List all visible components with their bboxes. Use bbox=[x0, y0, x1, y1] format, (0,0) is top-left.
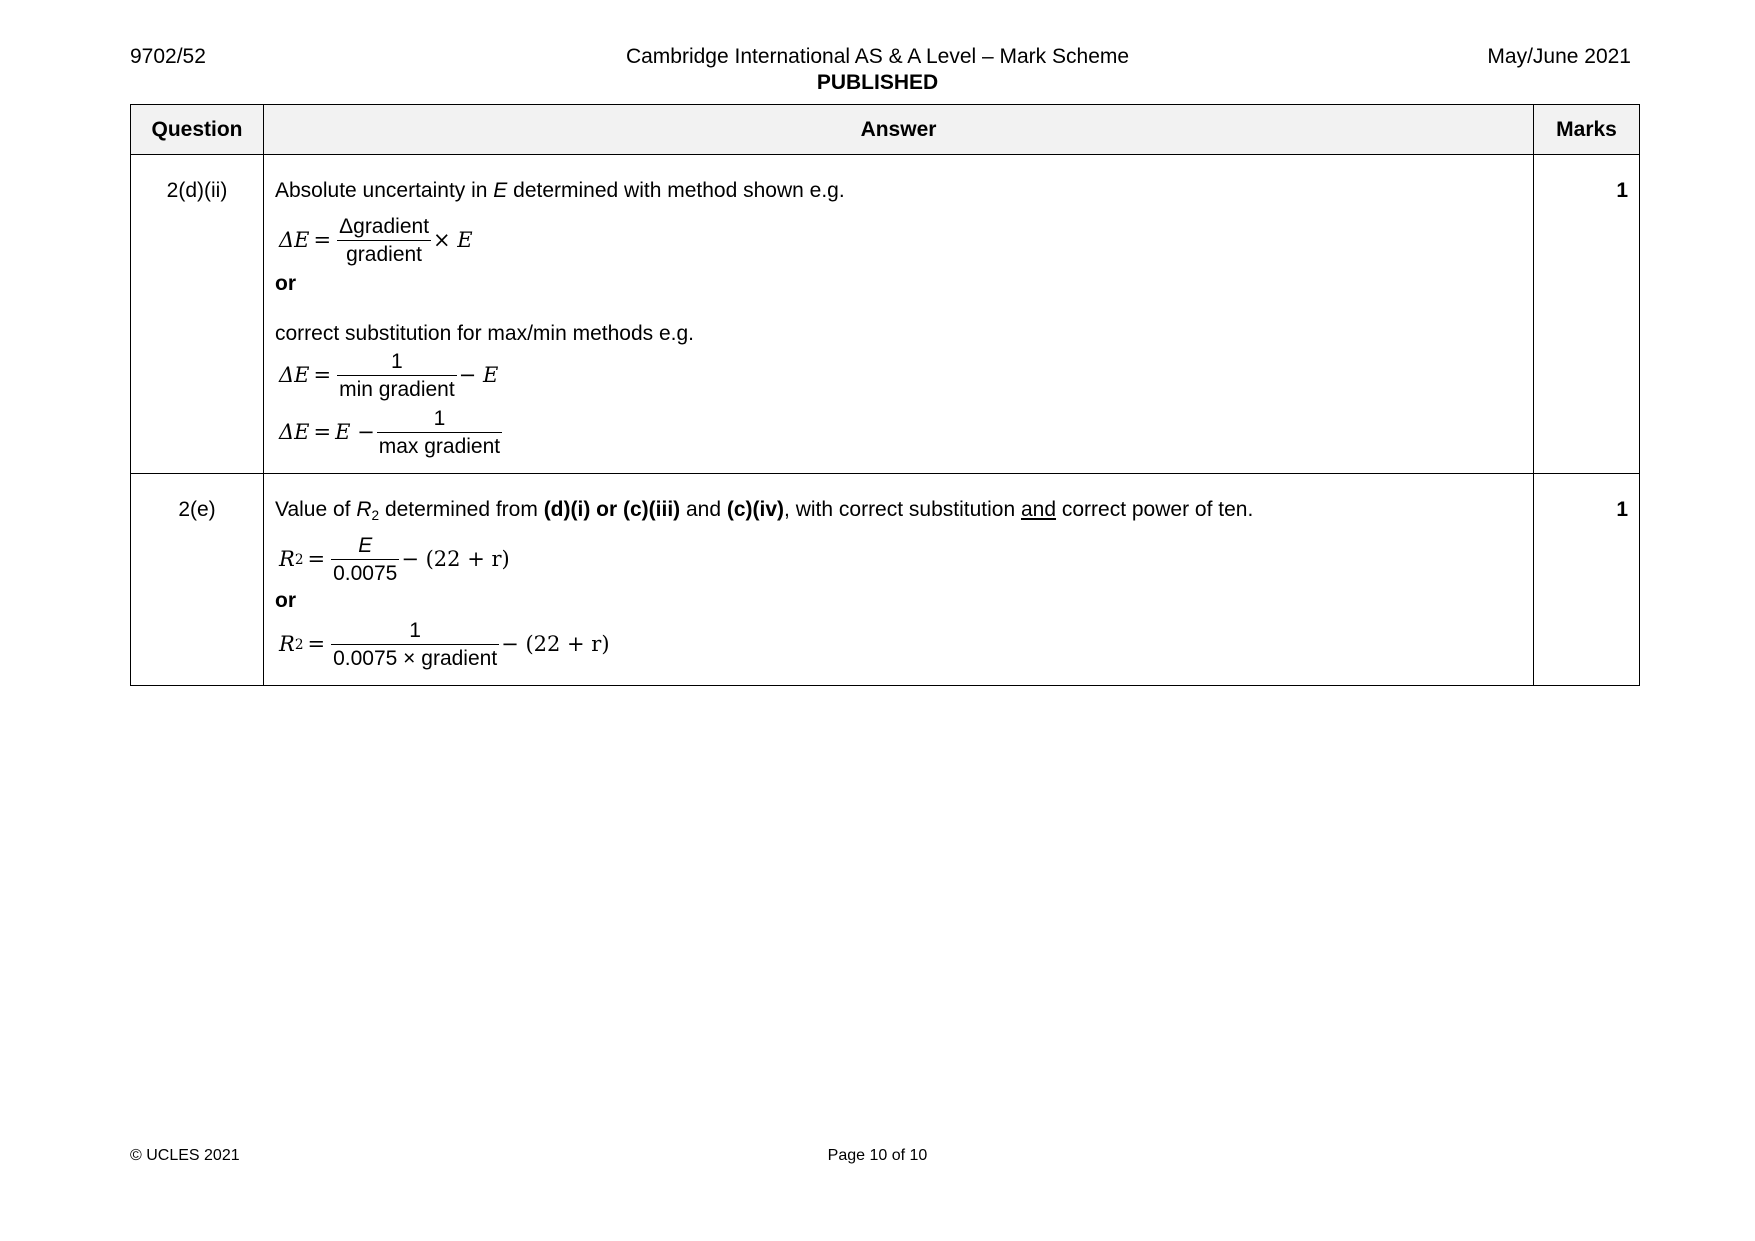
exam-session: May/June 2021 bbox=[1487, 45, 1631, 68]
fraction: $\frac{E}{0.0075}$ bbox=[333, 534, 398, 585]
published-label: PUBLISHED bbox=[816, 71, 939, 94]
equation-relative-uncertainty: ΔE = $\frac{\text{Δgradient}}{\text{gradient}}$ × E bbox=[279, 215, 473, 266]
answer-cell bbox=[264, 474, 1534, 686]
fraction: $\frac{1}{\text{min gradient}}$ bbox=[339, 350, 455, 401]
title-text: Cambridge International AS & A Level – Mark Scheme bbox=[625, 45, 1130, 68]
copyright: © UCLES 2021 bbox=[130, 1147, 240, 1164]
column-header-question: Question bbox=[131, 105, 264, 155]
equation-min-gradient: ΔE = $\frac{1}{\text{min gradient}}$ − E bbox=[279, 350, 499, 401]
fraction: $\frac{1}{\text{0.0075 × gradient}}$ bbox=[333, 619, 498, 670]
answer-text-alt: correct substitution for max/min methods e.g. bbox=[275, 322, 695, 345]
or-label: or bbox=[275, 589, 296, 612]
table-row bbox=[131, 474, 1640, 686]
question-number: 2(e) bbox=[131, 474, 264, 686]
marks-value: 1 bbox=[1534, 155, 1640, 474]
equation-r2-from-gradient: R 2 = $\frac{1}{\text{0.0075 × gradient}}$ − (22 + r) bbox=[279, 619, 610, 670]
answer-text: Absolute uncertainty in E determined with method shown e.g. bbox=[275, 179, 845, 202]
column-header-marks: Marks bbox=[1534, 105, 1640, 155]
equation-r2-from-e: R 2 = $\frac{E}{0.0075}$ − (22 + r) bbox=[279, 534, 510, 585]
or-label: or bbox=[275, 272, 296, 295]
answer-cell bbox=[264, 155, 1534, 474]
equation-max-gradient: ΔE = E − $\frac{1}{\text{max gradient}}$ bbox=[279, 407, 501, 458]
mark-scheme-table bbox=[130, 104, 1640, 686]
question-number: 2(d)(ii) bbox=[131, 155, 264, 474]
fraction: $\frac{1}{\text{max gradient}}$ bbox=[378, 407, 501, 458]
page-number: Page 10 of 10 bbox=[827, 1147, 928, 1164]
marks-value: 1 bbox=[1534, 474, 1640, 686]
table-header-row bbox=[131, 105, 1640, 155]
table-row bbox=[131, 155, 1640, 474]
column-header-answer: Answer bbox=[264, 105, 1534, 155]
paper-code: 9702/52 bbox=[130, 45, 206, 68]
answer-text: Value of $R_2$ determined from (d)(i) or (c)(iii) and (c)(iv), with correct substitution and correct power of ten. bbox=[275, 498, 1254, 524]
fraction: $\frac{\text{Δgradient}}{\text{gradient}}$ bbox=[339, 215, 430, 266]
